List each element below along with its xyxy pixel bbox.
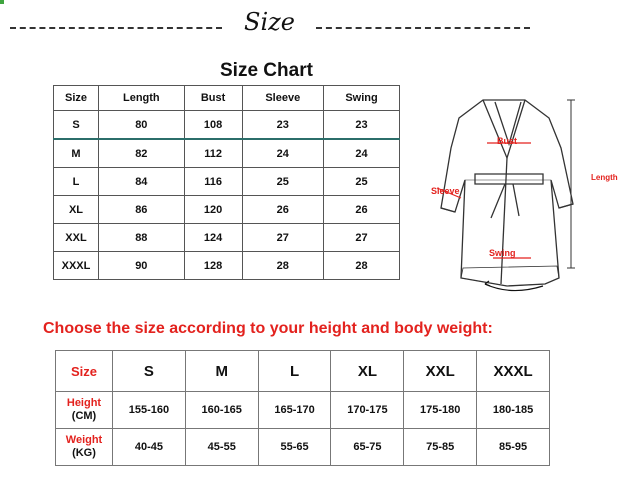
column-header: M [185,351,258,392]
table-cell: 25 [242,168,324,196]
table-row [54,111,400,140]
column-header: Length [99,86,185,111]
table-cell: 170-175 [331,392,404,429]
table-cell: 85-95 [477,429,550,466]
robe-measurement-diagram [425,88,625,298]
table-header-row [54,86,400,111]
table-cell: 55-65 [258,429,331,466]
weight-unit: (KG) [72,447,96,459]
column-header: Sleeve [242,86,324,111]
table-cell: 23 [242,111,324,140]
row-label-weight [56,429,113,466]
table-cell: 24 [242,139,324,168]
table-cell: 84 [99,168,185,196]
weight-row [56,429,550,466]
table-cell: 128 [184,252,242,280]
weight-label: Weight [65,434,103,446]
table-cell: 155-160 [113,392,186,429]
table-row [54,196,400,224]
table-cell: 28 [324,252,400,280]
table-cell: 120 [184,196,242,224]
measure-lines [437,143,531,258]
table-cell: M [54,139,99,168]
column-header: XXL [404,351,477,392]
table-cell: 26 [242,196,324,224]
size-guide-note: Choose the size according to your height and body weight: [43,320,493,337]
table-cell: 90 [99,252,185,280]
robe-outline [441,100,573,291]
table-cell: 28 [242,252,324,280]
table-row [54,252,400,280]
table-row [54,224,400,252]
column-header: Bust [184,86,242,111]
divider-left [10,27,222,29]
table-header-row [56,351,550,392]
table-cell: XXL [54,224,99,252]
table-cell: 25 [324,168,400,196]
table-cell: 45-55 [185,429,258,466]
table-cell: 65-75 [331,429,404,466]
column-header: Size [54,86,99,111]
table-cell: 180-185 [477,392,550,429]
table-cell: 40-45 [113,429,186,466]
table-cell: 88 [99,224,185,252]
column-header: XL [331,351,404,392]
row-label-height [56,392,113,429]
table-cell: XL [54,196,99,224]
label-sleeve: Sleeve [431,186,460,196]
table-cell: 112 [184,139,242,168]
table-cell: 175-180 [404,392,477,429]
height-label: Height [66,397,102,409]
table-cell: 23 [324,111,400,140]
table-cell: 75-85 [404,429,477,466]
table-cell: 86 [99,196,185,224]
table-cell: S [54,111,99,140]
table-cell: 27 [242,224,324,252]
column-header: L [258,351,331,392]
section-heading: Size [244,8,295,36]
corner-mark [0,0,4,4]
column-header: S [113,351,186,392]
table-cell: 165-170 [258,392,331,429]
column-header: XXXL [477,351,550,392]
size-chart-title: Size Chart [220,60,313,81]
height-row [56,392,550,429]
column-header: Swing [324,86,400,111]
size-chart-table [53,85,400,280]
column-header: Size [56,351,113,392]
label-bust: Bust [497,136,517,146]
table-cell: 27 [324,224,400,252]
table-row [54,168,400,196]
table-cell: 80 [99,111,185,140]
size-guide-table [55,350,550,466]
table-row [54,139,400,168]
label-swing: Swing [489,248,516,258]
table-cell: 124 [184,224,242,252]
table-cell: XXXL [54,252,99,280]
table-cell: L [54,168,99,196]
table-cell: 108 [184,111,242,140]
label-length: Length [591,173,618,182]
table-cell: 26 [324,196,400,224]
table-cell: 116 [184,168,242,196]
divider-right [316,27,530,29]
height-unit: (CM) [71,410,97,422]
table-cell: 160-165 [185,392,258,429]
table-cell: 24 [324,139,400,168]
table-cell: 82 [99,139,185,168]
